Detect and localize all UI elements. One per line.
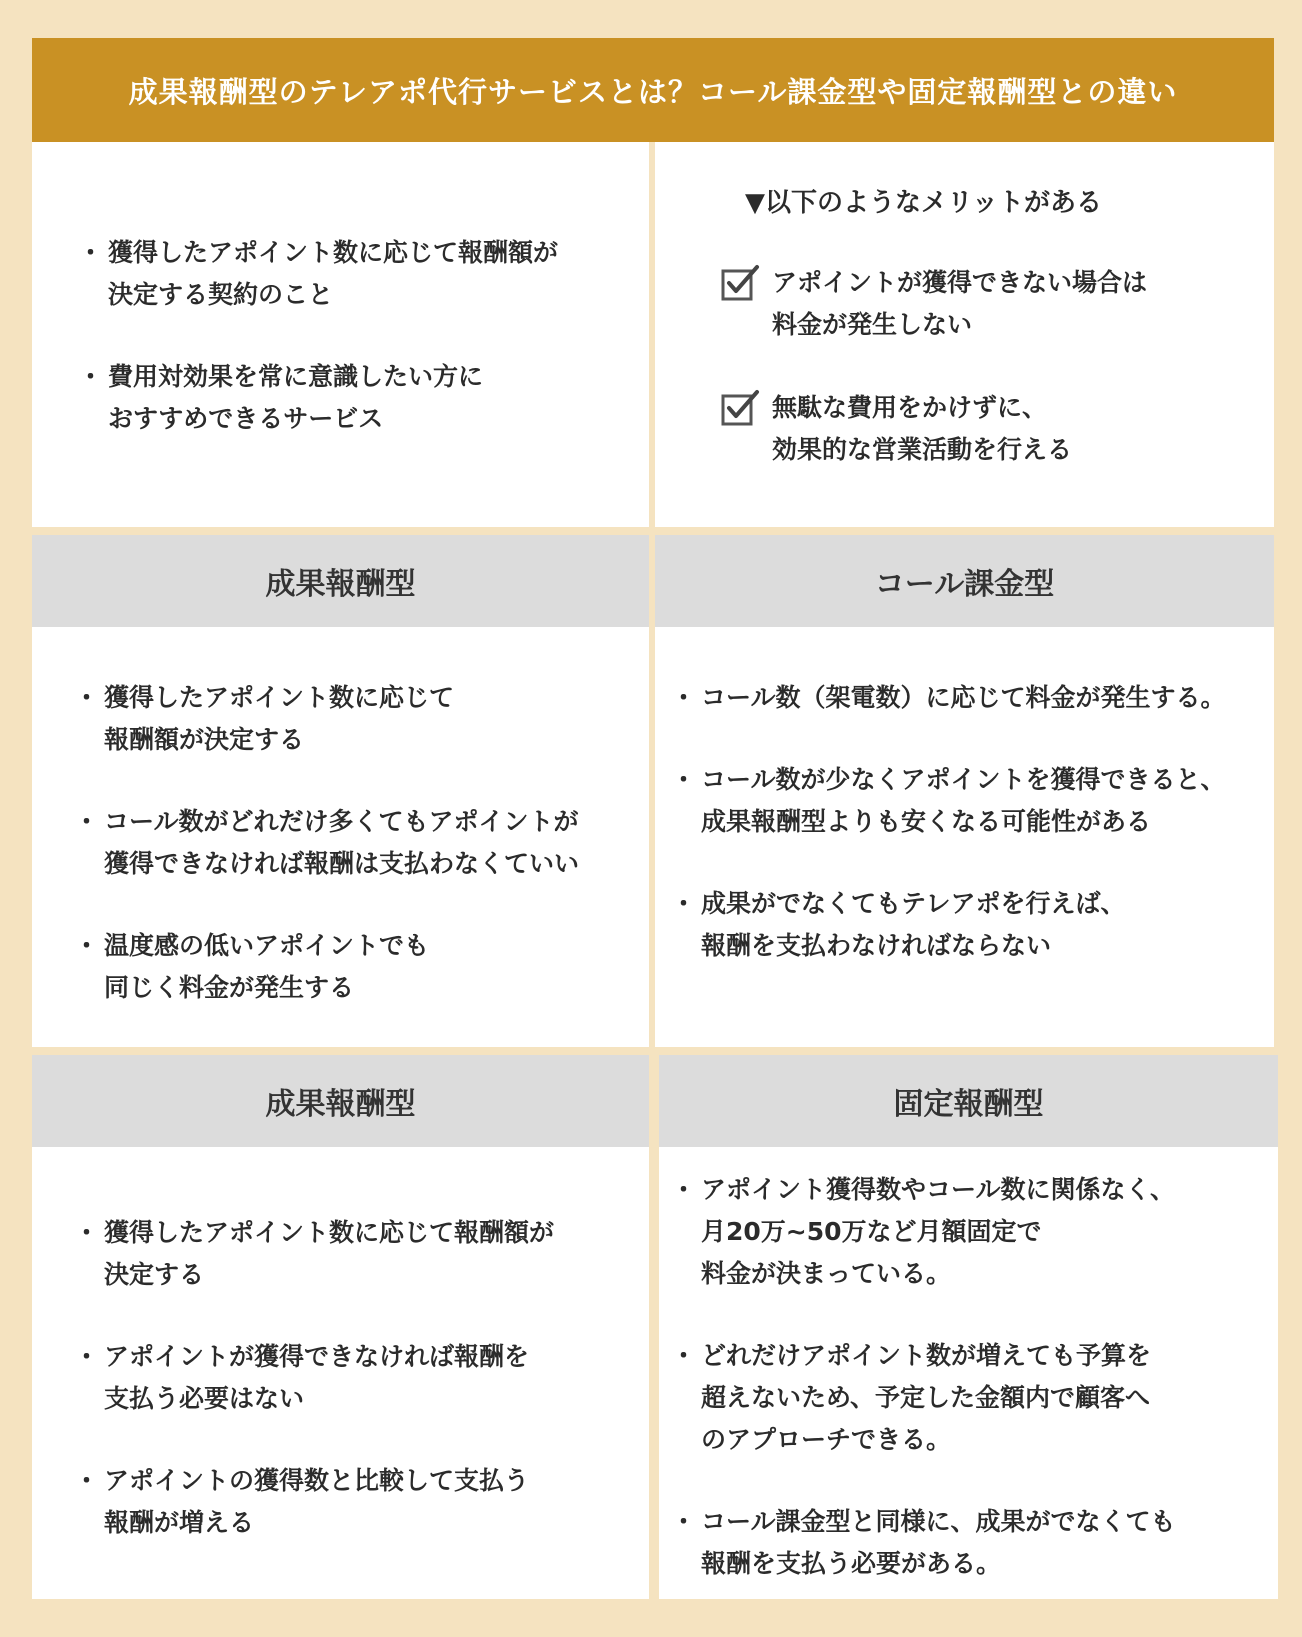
list-item: ・ アポイントの獲得数と比較して支払う 報酬が増える [80, 1460, 554, 1544]
list-item: ・ コール数がどれだけ多くてもアポイントが 獲得できなければ報酬は支払わなくていい [80, 801, 579, 885]
merit-heading: ▼以下のようなメリットがある [745, 188, 1102, 218]
compare1-left-header: 成果報酬型 [32, 535, 649, 627]
compare1-left-panel [32, 627, 649, 1047]
list-item: ・ コール数（架電数）に応じて料金が発生する。 [677, 677, 1226, 719]
merit-item [720, 262, 1147, 346]
compare1-left-list [80, 677, 579, 1009]
checkbox-checked-icon [720, 387, 760, 427]
compare1-right-panel [655, 627, 1274, 1047]
list-item: ・ 獲得したアポイント数に応じて報酬額が 決定する [80, 1212, 554, 1296]
intro-bullet-list [84, 232, 558, 440]
list-item: ・ 獲得したアポイント数に応じて報酬額が 決定する契約のこと [84, 232, 558, 316]
merit-text: アポイントが獲得できない場合は 料金が発生しない [772, 268, 1148, 339]
list-item: ・ 費用対効果を常に意識したい方に おすすめできるサービス [84, 356, 558, 440]
list-item: ・ 温度感の低いアポイントでも 同じく料金が発生する [80, 925, 579, 1009]
compare1-right-list [677, 677, 1226, 967]
compare2-right-panel [659, 1147, 1278, 1599]
compare2-right-list [677, 1169, 1176, 1585]
list-item: ・ アポイントが獲得できなければ報酬を 支払う必要はない [80, 1336, 554, 1420]
list-item: ・ コール数が少なくアポイントを獲得できると、 成果報酬型よりも安くなる可能性がある [677, 759, 1226, 843]
list-item: ・ どれだけアポイント数が増えても予算を 超えないため、予定した金額内で顧客へ のアプローチできる。 [677, 1335, 1176, 1461]
list-item: ・ コール課金型と同様に、成果がでなくても 報酬を支払う必要がある。 [677, 1501, 1176, 1585]
list-item: ・ 獲得したアポイント数に応じて 報酬額が決定する [80, 677, 579, 761]
compare2-left-panel [32, 1147, 649, 1599]
compare2-right-header: 固定報酬型 [659, 1055, 1278, 1147]
page-title: 成果報酬型のテレアポ代行サービスとは？コール課金型や固定報酬型との違い [32, 38, 1274, 142]
compare2-left-list [80, 1212, 554, 1544]
merit-item [720, 387, 1072, 471]
intro-right-panel [655, 142, 1274, 527]
compare2-left-header: 成果報酬型 [32, 1055, 649, 1147]
checkbox-checked-icon [720, 262, 760, 302]
merit-text: 無駄な費用をかけずに、 効果的な営業活動を行える [772, 393, 1073, 464]
intro-left-panel [32, 142, 649, 527]
list-item: ・ 成果がでなくてもテレアポを行えば、 報酬を支払わなければならない [677, 883, 1226, 967]
compare1-right-header: コール課金型 [655, 535, 1274, 627]
list-item: ・ アポイント獲得数やコール数に関係なく、 月20万~50万など月額固定で 料金が決まっている。 [677, 1169, 1176, 1295]
